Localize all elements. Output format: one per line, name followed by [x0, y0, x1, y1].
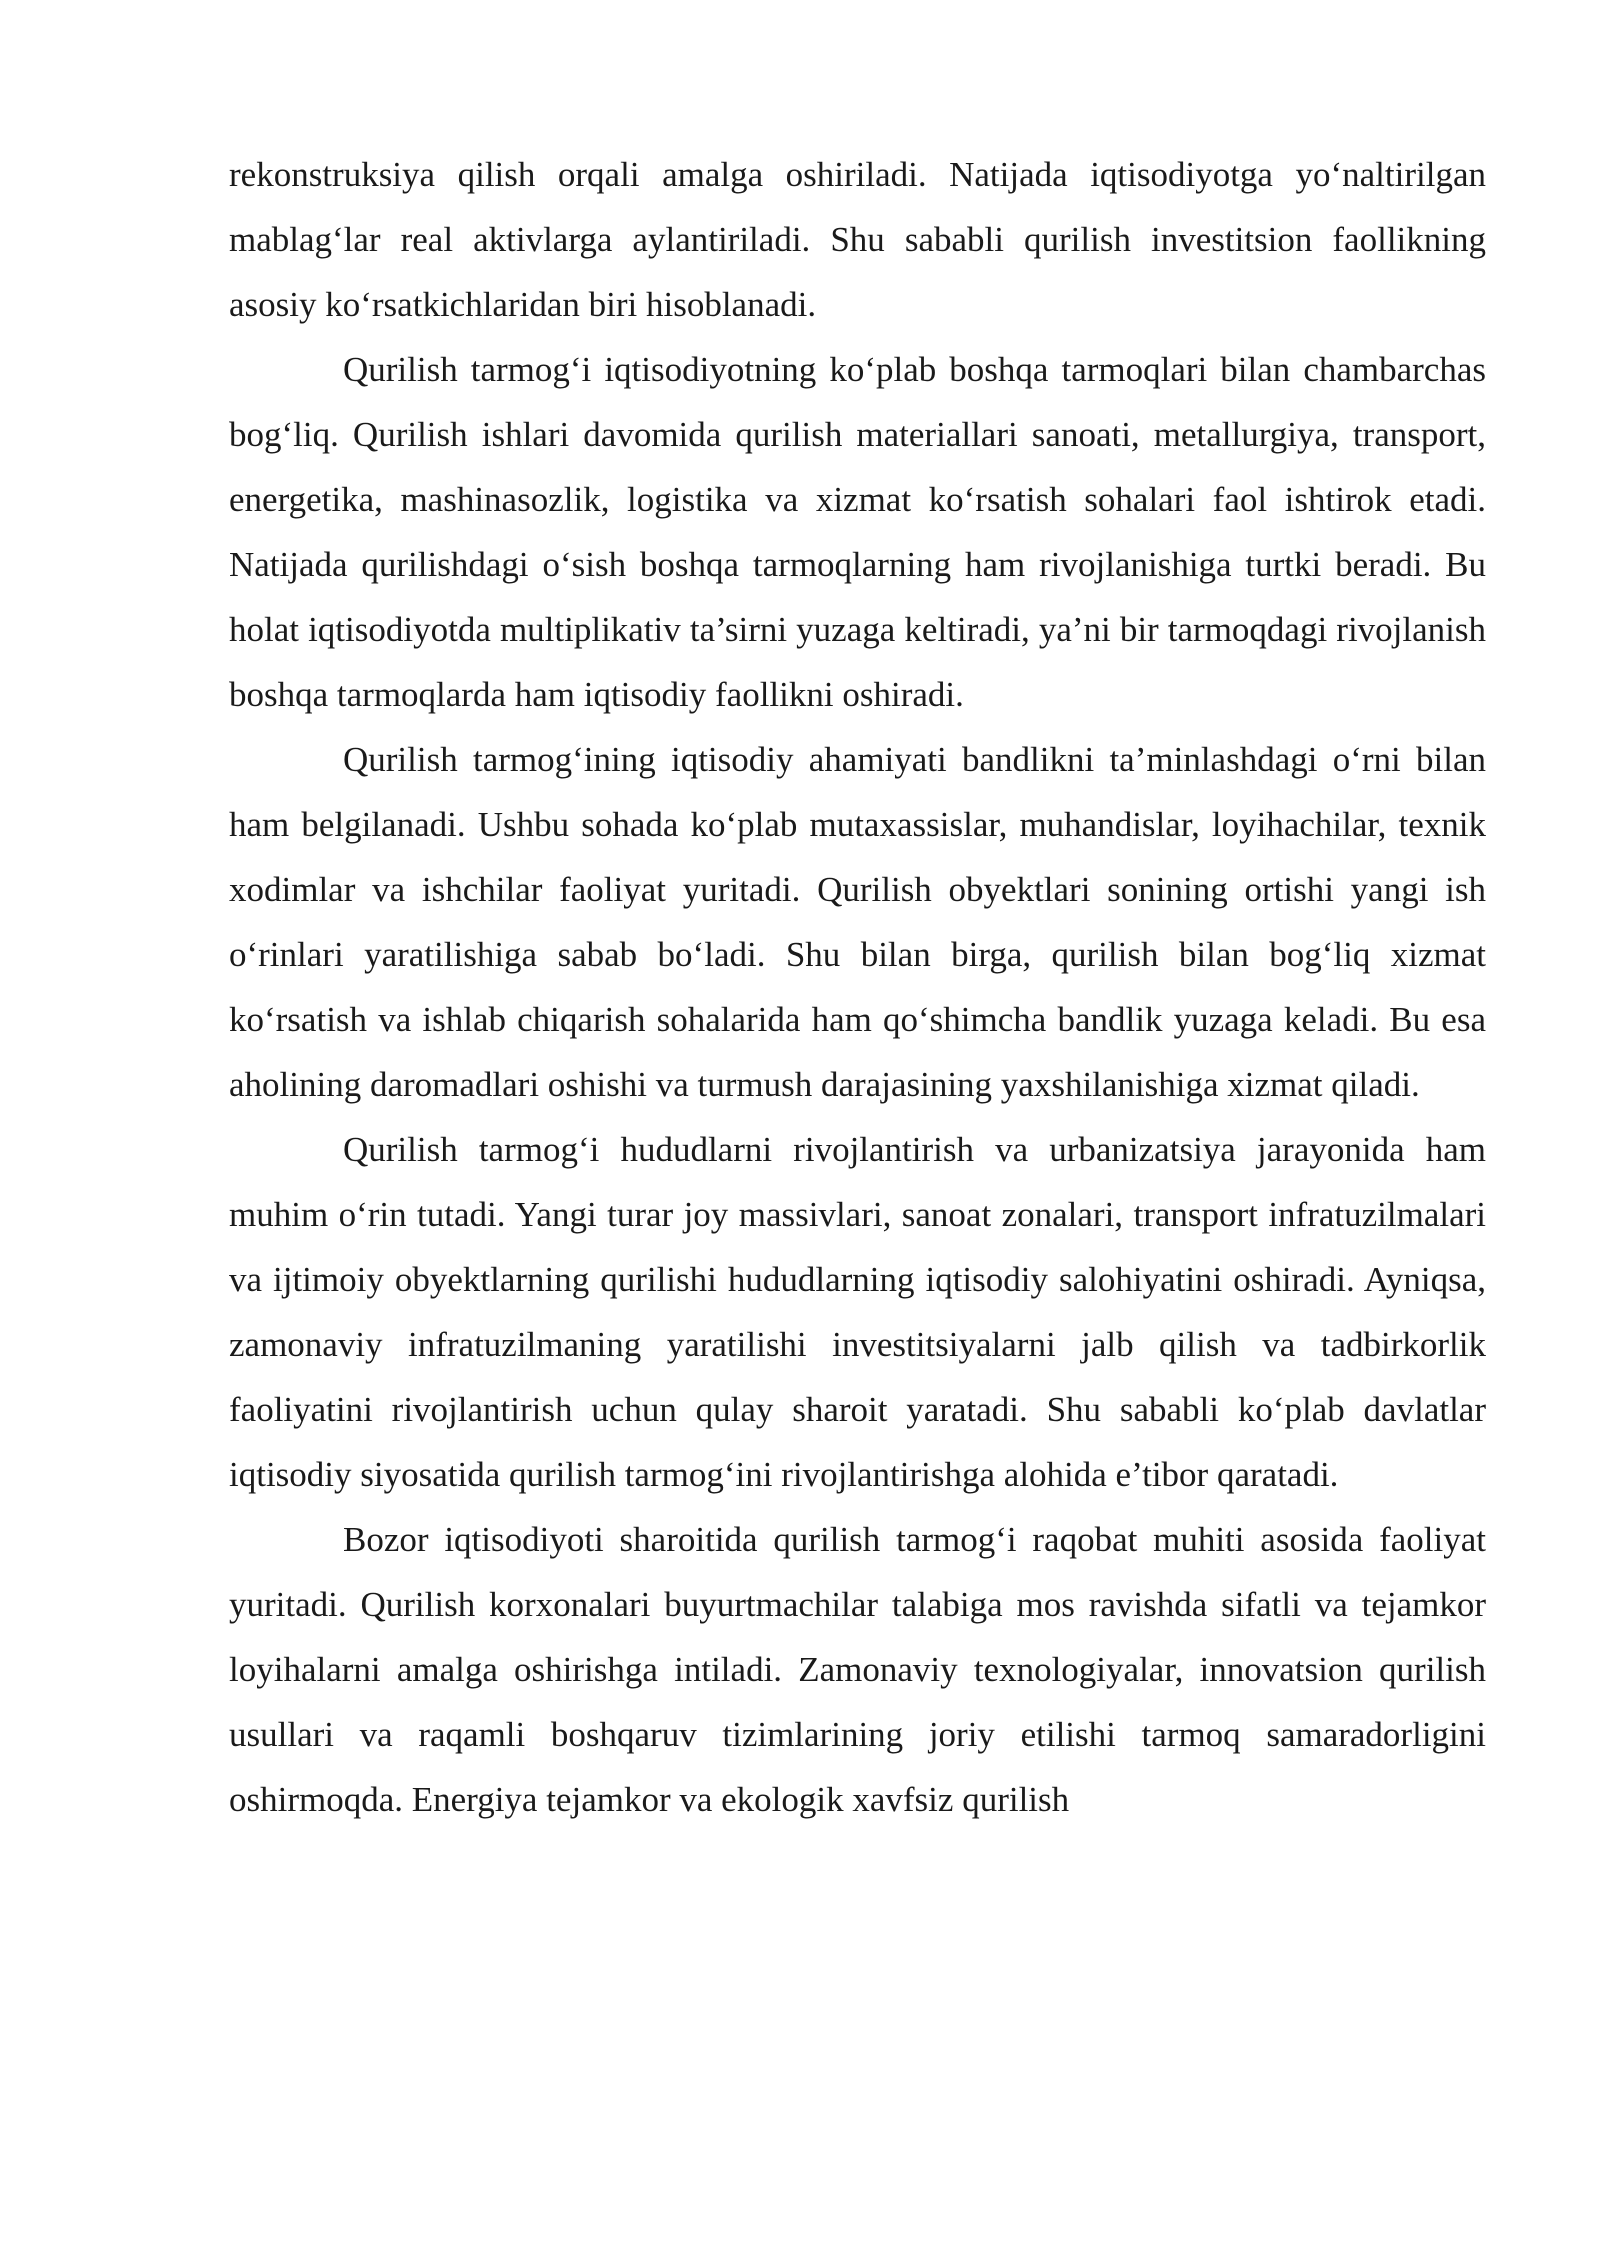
paragraph-3: Qurilish tarmog‘ining iqtisodiy ahamiyati bandlikni ta’minlashdagi o‘rni bilan ham belgilanadi. Ushbu sohada ko‘plab mutaxassislar, muhandislar, loyihachilar, texnik xodimlar va ishchilar faoliyat yuritadi. Qurilish obyektlari sonining ortishi yangi ish o‘rinlari yaratilishiga sabab bo‘ladi. Shu bilan birga, qurilish bilan bog‘liq xizmat ko‘rsatish va ishlab chiqarish sohalarida ham qo‘shimcha bandlik yuzaga keladi. Bu esa aholining daromadlari oshishi va turmush darajasining yaxshilanishiga xizmat qiladi. — [229, 740, 1486, 1104]
paragraph-2: Qurilish tarmog‘i iqtisodiyotning ko‘plab boshqa tarmoqlari bilan chambarchas bog‘liq. Qurilish ishlari davomida qurilish materiallari sanoati, metallurgiya, transport, energetika, mashinasozlik, logistika va xizmat ko‘rsatish sohalari faol ishtirok etadi. Natijada qurilishdagi o‘sish boshqa tarmoqlarning ham rivojlanishiga turtki beradi. Bu holat iqtisodiyotda multiplikativ ta’sirni yuzaga keltiradi, ya’ni bir tarmoqdagi rivojlanish boshqa tarmoqlarda ham iqtisodiy faollikni oshiradi. — [229, 350, 1486, 714]
paragraph-1: rekonstruksiya qilish orqali amalga oshiriladi. Natijada iqtisodiyotga yo‘naltirilgan mablag‘lar real aktivlarga aylantiriladi. Shu sababli qurilish investitsion faollikning asosiy ko‘rsatkichlaridan biri hisoblanadi. — [229, 155, 1486, 324]
document-body — [229, 142, 1486, 1832]
paragraph-5: Bozor iqtisodiyoti sharoitida qurilish tarmog‘i raqobat muhiti asosida faoliyat yuritadi. Qurilish korxonalari buyurtmachilar talabiga mos ravishda sifatli va tejamkor loyihalarni amalga oshirishga intiladi. Zamonaviy texnologiyalar, innovatsion qurilish usullari va raqamli boshqaruv tizimlarining joriy etilishi tarmoq samaradorligini oshirmoqda. Energiya tejamkor va ekologik xavfsiz qurilish — [229, 1520, 1486, 1819]
paragraph-4: Qurilish tarmog‘i hududlarni rivojlantirish va urbanizatsiya jarayonida ham muhim o‘rin tutadi. Yangi turar joy massivlari, sanoat zonalari, transport infratuzilmalari va ijtimoiy obyektlarning qurilishi hududlarning iqtisodiy salohiyatini oshiradi. Ayniqsa, zamonaviy infratuzilmaning yaratilishi investitsiyalarni jalb qilish va tadbirkorlik faoliyatini rivojlantirish uchun qulay sharoit yaratadi. Shu sababli ko‘plab davlatlar iqtisodiy siyosatida qurilish tarmog‘ini rivojlantirishga alohida e’tibor qaratadi. — [229, 1130, 1486, 1494]
